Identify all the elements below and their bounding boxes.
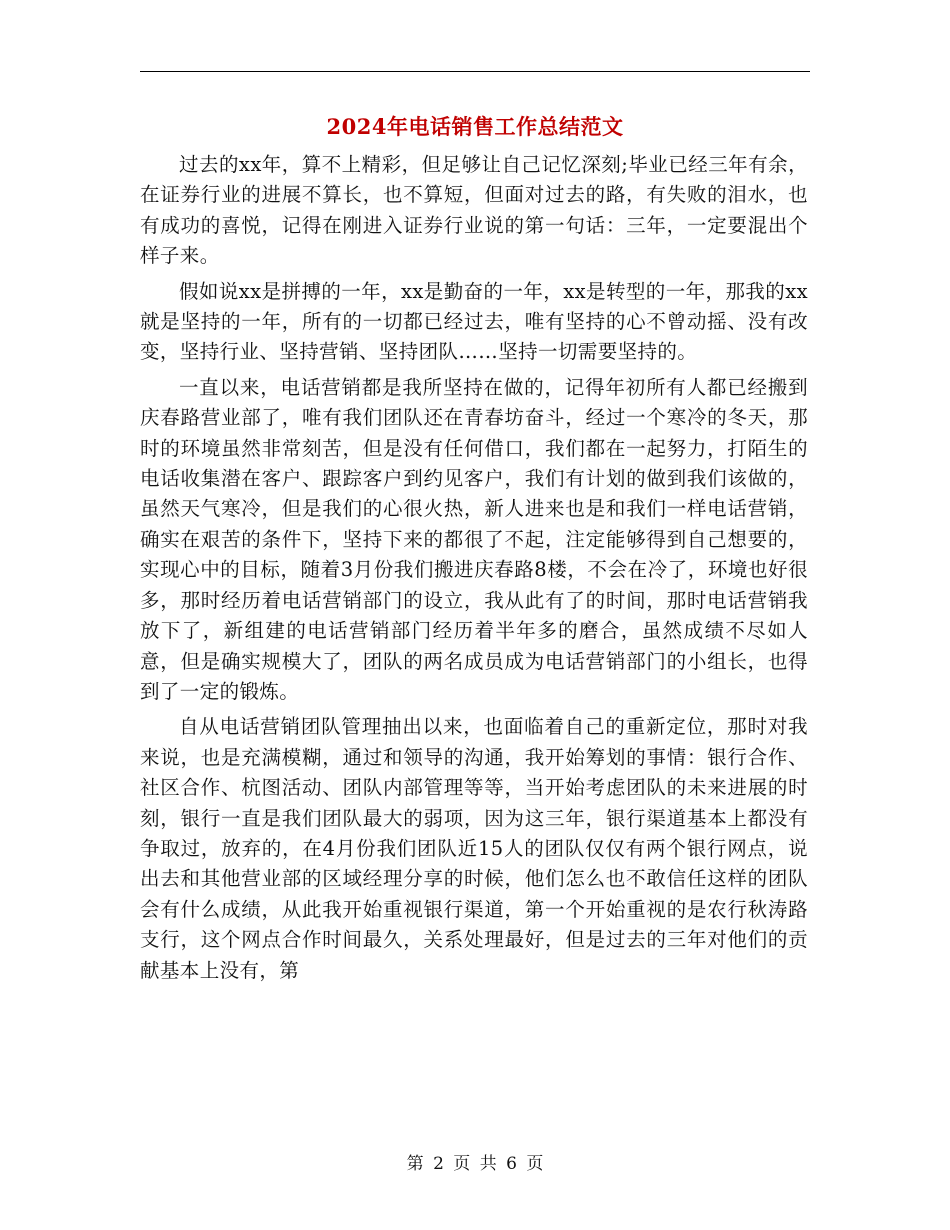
paragraph-3: 一直以来，电话营销都是我所坚持在做的，记得年初所有人都已经搬到庆春路营业部了，唯有我们团队还在青春坊奋斗，经过一个寒冷的冬天，那时的环境虽然非常刻苦，但是没有任何借口，我们都在一起努力，打陌生的电话收集潜在客户、跟踪客户到约见客户，我们有计划的做到我们该做的，虽然天气寒冷，但是我们的心很火热，新人进来也是和我们一样电话营销，确实在艰苦的条件下，坚持下来的都很了不起，注定能够得到自己想要的，实现心中的目标，随着3月份我们搬进庆春路8楼，不会在冷了，环境也好很多，那时经历着电话营销部门的设立，我从此有了的时间，那时电话营销我放下了，新组建的电话营销部门经历着半年多的磨合，虽然成绩不尽如人意，但是确实规模大了，团队的两名成员成为电话营销部门的小组长，也得到了一定的锻炼。 [140,375,808,703]
document-body [140,150,808,991]
paragraph-2: 假如说xx是拼搏的一年，xx是勤奋的一年，xx是转型的一年，那我的xx就是坚持的一年，所有的一切都已经过去，唯有坚持的心不曾动摇、没有改变，坚持行业、坚持营销、坚持团队……坚持一切需要坚持的。 [140,279,808,364]
paragraph-1: 过去的xx年，算不上精彩，但足够让自己记忆深刻;毕业已经三年有余，在证券行业的进展不算长，也不算短，但面对过去的路，有失败的泪水，也有成功的喜悦，记得在刚进入证券行业说的第一句话：三年，一定要混出个样子来。 [140,153,808,268]
document-title: 2024年电话销售工作总结范文 [326,114,624,139]
header-rule [140,71,810,72]
paragraph-4: 自从电话营销团队管理抽出以来，也面临着自己的重新定位，那时对我来说，也是充满模糊，通过和领导的沟通，我开始筹划的事情：银行合作、社区合作、杭图活动、团队内部管理等等，当开始考虑团队的未来进展的时刻，银行一直是我们团队最大的弱项，因为这三年，银行渠道基本上都没有争取过，放弃的，在4月份我们团队近15人的团队仅仅有两个银行网点，说出去和其他营业部的区域经理分享的时候，他们怎么也不敢信任这样的团队会有什么成绩，从此我开始重视银行渠道，第一个开始重视的是农行秋涛路支行，这个网点合作时间最久，关系处理最好，但是过去的三年对他们的贡献基本上没有，第 [140,715,808,982]
page-number-footer: 第 2 页 共 6 页 [406,1154,544,1174]
